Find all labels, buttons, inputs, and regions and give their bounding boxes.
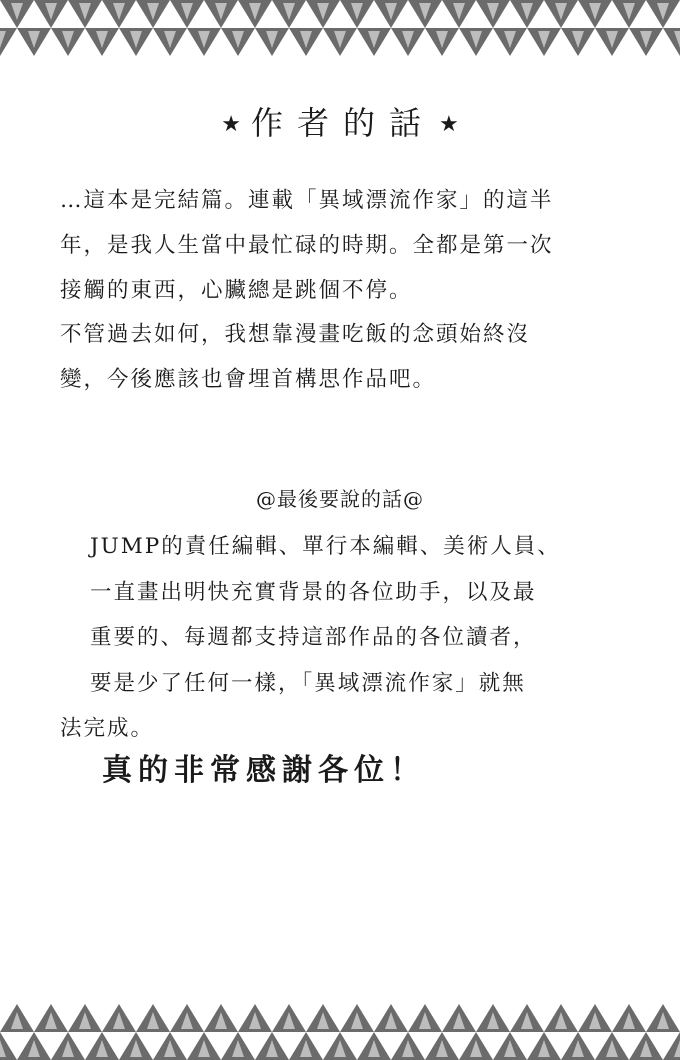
paragraph-future bbox=[60, 312, 620, 402]
title-text: 作者的話 bbox=[250, 104, 435, 142]
text-line: 年，是我人生當中最忙碌的時期。全都是第一次 bbox=[60, 233, 554, 258]
text-line: 要是少了任何一樣，「異域漂流作家」就無 bbox=[90, 670, 526, 696]
text-line: 接觸的東西，心臟總是跳個不停。 bbox=[60, 278, 413, 303]
triangle-pattern-bottom bbox=[0, 1004, 680, 1060]
text-line: JUMP的責任編輯、單行本編輯、美術人員、 bbox=[90, 534, 561, 559]
text-line: 變，今後應該也會埋首構思作品吧。 bbox=[60, 367, 437, 392]
star-icon: ★ bbox=[221, 112, 241, 137]
page-title bbox=[0, 98, 680, 144]
text-line: 一直畫出明快充實背景的各位助手，以及最 bbox=[90, 579, 537, 605]
text-line: 法完成。 bbox=[60, 716, 155, 741]
text-line: …這本是完結篇。連載「異域漂流作家」的這半 bbox=[60, 188, 554, 213]
triangle-pattern-top bbox=[0, 0, 680, 56]
decorative-border-bottom bbox=[0, 1004, 680, 1060]
section-subheading: @最後要說的話@ bbox=[256, 487, 424, 511]
star-icon: ★ bbox=[439, 112, 459, 137]
decorative-border-top bbox=[0, 0, 680, 56]
text-line: 重要的、每週都支持這部作品的各位讀者， bbox=[90, 625, 537, 650]
text-line: 不管過去如何，我想靠漫畫吃飯的念頭始終沒 bbox=[60, 322, 531, 347]
paragraph-intro bbox=[60, 178, 620, 313]
paragraph-acknowledgements bbox=[60, 524, 620, 752]
closing-thanks: 真的非常感謝各位！ bbox=[102, 753, 426, 788]
